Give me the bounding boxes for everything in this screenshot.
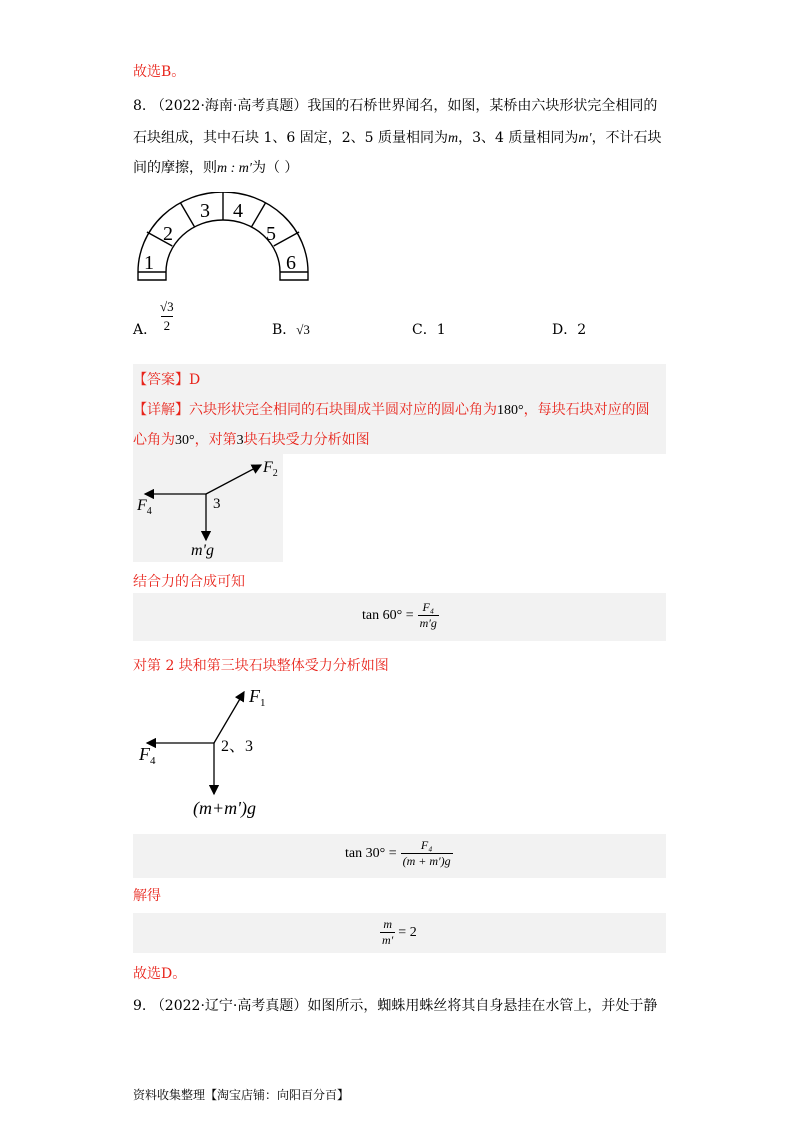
stone-label-6: 6 (286, 252, 296, 274)
force-arrow-f1 (214, 692, 244, 743)
previous-answer: 故选B。 (133, 64, 186, 80)
question-9-line-1 (133, 996, 657, 1016)
detail-line-1 (133, 400, 650, 421)
option-a-fraction (160, 298, 174, 335)
stone-label-2: 2 (163, 223, 173, 245)
svg-text:F2 (262, 459, 278, 479)
option-a-numerator: √3 (160, 299, 174, 314)
var-m: m (447, 131, 459, 146)
force-arrow-f2 (206, 465, 261, 494)
option-b-value: √3 (296, 322, 310, 337)
block-3-number: 3 (236, 433, 244, 448)
weight-label: m'g (191, 542, 214, 559)
option-c-label: C． (412, 322, 437, 338)
combine-text: 结合力的合成可知 (133, 574, 245, 590)
formula-2 (345, 838, 453, 869)
question-text-3b: 为（ ） (251, 160, 299, 176)
question-source: （2022·海南·高考真题） (150, 98, 308, 114)
f2-label: F (263, 459, 273, 476)
whole-analysis-text: 对第 2 块和第三块石块整体受力分析如图 (133, 658, 389, 674)
option-d (552, 320, 586, 340)
question-8-line-1 (133, 96, 657, 116)
force-diagram-2 (133, 680, 303, 820)
formula-2-lhs: tan 30° = (345, 845, 397, 861)
var-m-prime: m′ (578, 131, 592, 146)
question-8-line-3 (133, 158, 298, 179)
f4-whole-subscript: 4 (150, 755, 156, 767)
formula-2-denominator: (m + m′)g (402, 854, 451, 868)
blocks-2-3-label: 2、3 (221, 738, 254, 755)
question-number: 8. (133, 98, 147, 114)
question-text-2a: 石块组成，其中石块 1、6 固定，2、5 质量相同为 (133, 130, 448, 146)
f1-label: F (249, 686, 260, 706)
question-8-line-2 (133, 128, 662, 149)
final-answer: 故选D。 (133, 966, 187, 982)
svg-text:F4 (136, 497, 152, 517)
option-d-label: D． (552, 322, 578, 338)
stone-label-5: 5 (266, 223, 276, 245)
question-text-2c: ，不计石块 (591, 130, 662, 146)
detail-line-2 (133, 430, 370, 451)
angle-30: 30° (175, 433, 195, 448)
ratio-expression: m : m′ (217, 161, 252, 176)
option-b (272, 320, 310, 340)
force-diagram-1 (133, 454, 283, 562)
detail-label: 【详解】 (133, 402, 189, 418)
formula-1 (362, 600, 439, 631)
svg-text:F1 (248, 686, 266, 709)
stone-label-4: 4 (233, 200, 243, 222)
answer-line (133, 370, 200, 390)
formula-3-denominator: m′ (382, 933, 394, 947)
formula-2-numerator: F₄ (420, 838, 433, 852)
weight-whole-label: (m+m')g (193, 798, 256, 818)
option-c-value: 1 (436, 322, 446, 338)
option-a-denominator: 2 (161, 316, 174, 335)
option-a-label: A． (133, 322, 158, 338)
option-d-value: 2 (577, 322, 587, 338)
detail-text-2c: 块石块受力分析如图 (243, 432, 370, 448)
detail-text-1b: ，每块石块对应的圆 (523, 402, 650, 418)
arch-bridge-figure (128, 192, 318, 284)
answer-value: D (189, 372, 201, 388)
detail-text-1a: 六块形状完全相同的石块围成半圆对应的圆心角为 (189, 402, 497, 418)
f2-subscript: 2 (272, 468, 278, 479)
stone-label-3: 3 (200, 200, 210, 222)
f1-subscript: 1 (260, 697, 266, 709)
stone-label-1: 1 (144, 252, 154, 274)
question-9-source: （2022·辽宁·高考真题） (150, 998, 308, 1014)
formula-1-numerator: F₄ (422, 600, 435, 614)
question-text-3a: 间的摩擦，则 (133, 160, 217, 176)
f4-whole-label: F (139, 744, 150, 764)
formula-1-lhs: tan 60° = (362, 607, 414, 623)
question-9-text: 如图所示，蜘蛛用蛛丝将其自身悬挂在水管上，并处于静 (307, 998, 658, 1014)
formula-1-denominator: m′g (419, 616, 437, 630)
option-c (412, 320, 446, 340)
angle-180: 180° (497, 403, 524, 418)
formula-3 (380, 917, 417, 948)
page-footer: 资料收集整理【淘宝店铺：向阳百分百】 (133, 1088, 350, 1102)
solve-text: 解得 (133, 888, 161, 904)
formula-3-numerator: m (383, 917, 392, 931)
option-b-label: B． (272, 322, 297, 338)
question-text-1: 我国的石桥世界闻名，如图，某桥由六块形状完全相同的 (307, 98, 658, 114)
question-9-number: 9. (133, 998, 147, 1014)
svg-text:F4 (138, 744, 156, 767)
answer-label: 【答案】 (133, 372, 189, 388)
detail-text-2a: 心角为 (133, 432, 175, 448)
f4-subscript: 4 (146, 506, 152, 517)
detail-text-2b: ，对第 (194, 432, 237, 448)
question-text-2b: ，3、4 质量相同为 (458, 130, 579, 146)
formula-3-rhs: = 2 (398, 924, 417, 940)
f4-label: F (137, 497, 147, 514)
block-3-label: 3 (213, 496, 221, 512)
